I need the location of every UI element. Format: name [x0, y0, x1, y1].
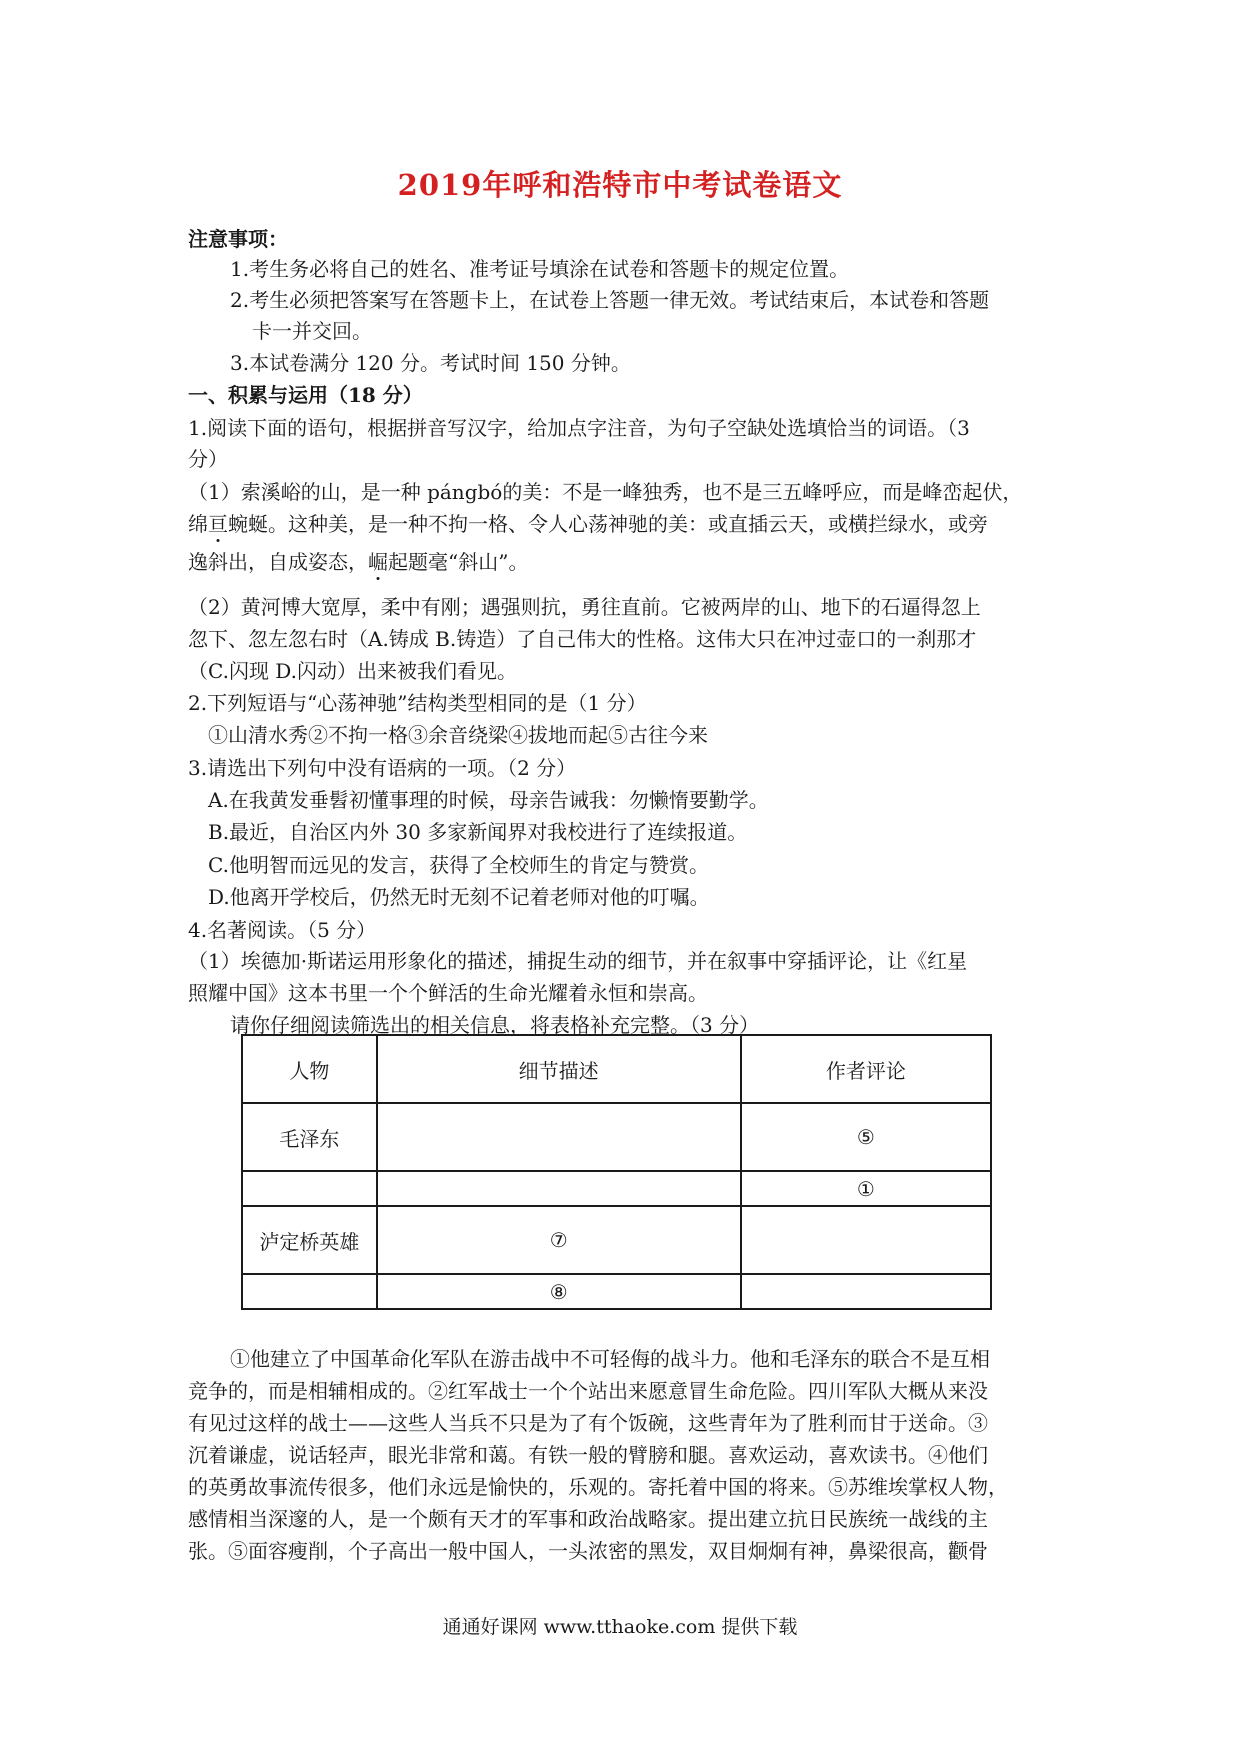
question-3-option: C.他明智而远见的发言，获得了全校师生的肯定与赞赏。: [208, 853, 709, 877]
question-1-stem-cont: 分）: [188, 447, 228, 471]
passage-line: 张。⑤面容瘦削，个子高出一般中国人，一头浓密的黑发，双目炯炯有神，鼻梁很高，颧骨: [188, 1539, 988, 1563]
table-cell: ⑤: [741, 1103, 991, 1171]
table-cell: [377, 1171, 741, 1206]
section-heading: 一、积累与运用（18 分）: [188, 383, 423, 407]
table-header-cell: 作者评论: [741, 1035, 991, 1103]
table-header-row: [242, 1035, 991, 1103]
question-2-options: ①山清水秀②不拘一格③余音绕梁④拔地而起⑤古往今来: [208, 723, 708, 747]
table-cell: [242, 1171, 377, 1206]
table-cell: ⑧: [377, 1274, 741, 1309]
table-header-cell: 人物: [242, 1035, 377, 1103]
notice-item: 卡一并交回。: [252, 319, 372, 343]
question-1-passage-1-line: 逸斜出，自成姿态，崛起题毫“斜山”。: [188, 550, 529, 574]
notice-item: 2.考生必须把答案写在答题卡上，在试卷上答题一律无效。考试结束后，本试卷和答题: [230, 288, 990, 312]
table-cell: [377, 1103, 741, 1171]
table-row: [242, 1274, 991, 1309]
question-3-stem: 3.请选出下列句中没有语病的一项。（2 分）: [188, 756, 577, 780]
question-3-option: A.在我黄发垂髫初懂事理的时候，母亲告诫我：勿懒惰要勤学。: [208, 788, 769, 812]
table-row: [242, 1103, 991, 1171]
question-3-option: D.他离开学校后，仍然无时无刻不记着老师对他的叮嘱。: [208, 885, 710, 909]
question-3-option: B.最近，自治区内外 30 多家新闻界对我校进行了连续报道。: [208, 820, 748, 844]
table-cell: [242, 1274, 377, 1309]
dotted-char: 亘: [208, 512, 228, 536]
table-cell: [741, 1206, 991, 1274]
question-1-stem: 1.阅读下面的语句，根据拼音写汉字，给加点字注音，为句子空缺处选填恰当的词语。（3: [188, 416, 970, 440]
passage-line: 有见过这样的战士——这些人当兵不只是为了有个饭碗，这些青年为了胜利而甘于送命。③: [188, 1411, 988, 1435]
question-2-stem: 2.下列短语与“心荡神驰”结构类型相同的是（1 分）: [188, 691, 647, 715]
question-1-passage-1: （1）索溪峪的山，是一种 pángbó的美：不是一峰独秀，也不是三五峰呼应，而是峰峦起伏，: [188, 480, 1023, 504]
dotted-char: 崛: [368, 550, 388, 574]
passage-line: 感情相当深邃的人，是一个颇有天才的军事和政治战略家。提出建立抗日民族统一战线的主: [188, 1507, 988, 1531]
table-header-cell: 细节描述: [377, 1035, 741, 1103]
question-1-passage-1-line: 绵亘蜿蜒。这种美，是一种不拘一格、令人心荡神驰的美：或直插云天，或横拦绿水，或旁: [188, 512, 988, 536]
passage-line: 沉着谦虚，说话轻声，眼光非常和蔼。有铁一般的臂膀和腿。喜欢运动，喜欢读书。④他们: [188, 1443, 988, 1467]
table-row: [242, 1171, 991, 1206]
question-1-passage-2-line: 忽下、忽左忽右时（A.铸成 B.铸造）了自己伟大的性格。这伟大只在冲过壶口的一刹那才: [188, 627, 977, 651]
question-4-stem: 4.名著阅读。（5 分）: [188, 918, 377, 942]
passage-line: 的英勇故事流传很多，他们永远是愉快的，乐观的。寄托着中国的将来。⑤苏维埃掌权人物，: [188, 1475, 1008, 1499]
table-cell: 毛泽东: [242, 1103, 377, 1171]
table-cell: ①: [741, 1171, 991, 1206]
notice-heading: 注意事项：: [188, 227, 288, 251]
answer-table: [241, 1034, 992, 1310]
table-row: [242, 1206, 991, 1274]
table-cell: ⑦: [377, 1206, 741, 1274]
notice-item: 1.考生务必将自己的姓名、准考证号填涂在试卷和答题卡的规定位置。: [230, 257, 850, 281]
table-cell: [741, 1274, 991, 1309]
table-cell: 泸定桥英雄: [242, 1206, 377, 1274]
page-title: 2019年呼和浩特市中考试卷语文: [397, 168, 843, 202]
passage-line: 竞争的，而是相辅相成的。②红军战士一个个站出来愿意冒生命危险。四川军队大概从来没: [188, 1379, 988, 1403]
page-footer: 通通好课网 www.tthaoke.com 提供下载: [442, 1616, 798, 1638]
question-4-instruction: 请你仔细阅读筛选出的相关信息，将表格补充完整。（3 分）: [230, 1013, 760, 1037]
question-4-passage: （1）埃德加·斯诺运用形象化的描述，捕捉生动的细节，并在叙事中穿插评论，让《红星: [188, 949, 968, 973]
question-1-passage-2-line: （C.闪现 D.闪动）出来被我们看见。: [188, 659, 517, 683]
passage-line: ①他建立了中国革命化军队在游击战中不可轻侮的战斗力。他和毛泽东的联合不是互相: [230, 1347, 990, 1371]
notice-item: 3.本试卷满分 120 分。考试时间 150 分钟。: [230, 351, 631, 375]
question-4-passage-line: 照耀中国》这本书里一个个鲜活的生命光耀着永恒和崇高。: [188, 981, 708, 1005]
question-1-passage-2: （2）黄河博大宽厚，柔中有刚；遇强则抗，勇往直前。它被两岸的山、地下的石逼得忽上: [188, 595, 981, 619]
